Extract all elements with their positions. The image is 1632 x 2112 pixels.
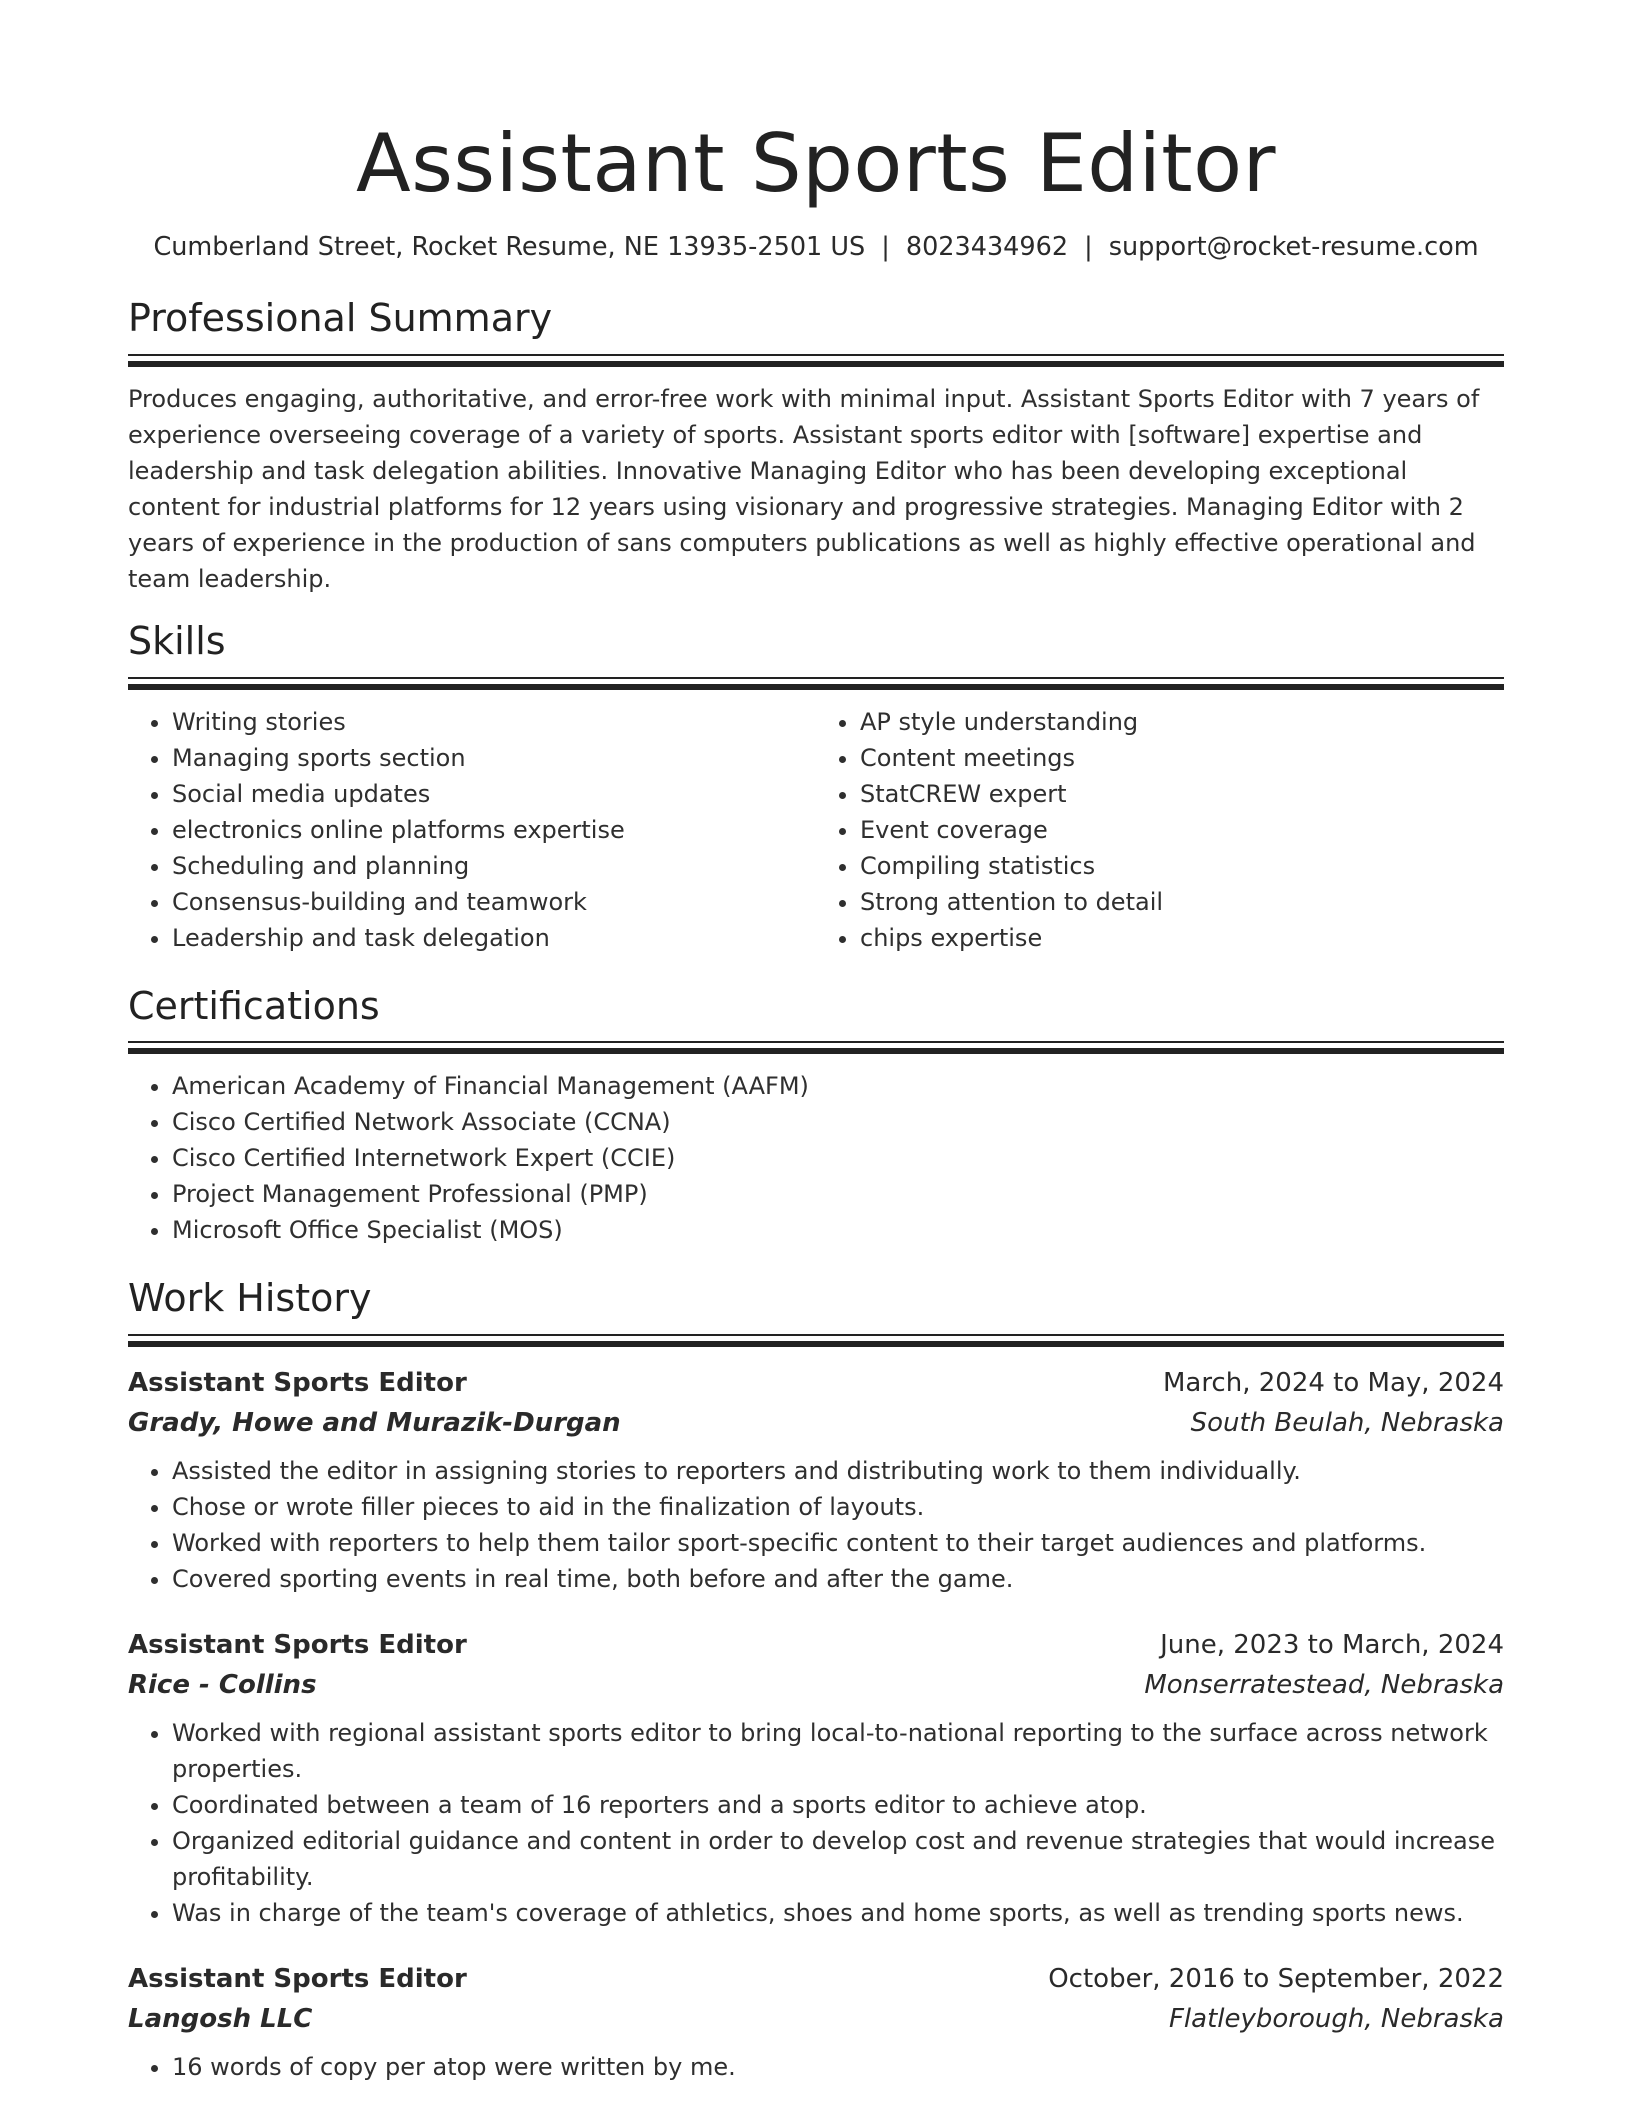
section-divider [128,1341,1504,1347]
skill-item: • Compiling statistics [860,848,1504,884]
job-company: Langosh LLC [128,2004,313,2035]
contact-phone: 8023434962 [905,232,1069,262]
job-location: Monserratestead, Nebraska [1144,1670,1504,1701]
skill-item: • Content meetings [860,740,1504,776]
section-title-summary: Professional Summary [128,296,553,340]
contact-line [128,232,1504,262]
job-company: Grady, Howe and Murazik-Durgan [128,1408,621,1439]
job-bullets [128,1715,1504,1931]
certification-item: • Cisco Certified Internetwork Expert (CCIE) [172,1140,1504,1176]
job-company-row [128,1403,1504,1443]
job-title: Assistant Sports Editor [128,1368,467,1399]
summary-text: Produces engaging, authoritative, and error-free work with minimal input. Assistant Sports Editor with 7 years of experience overseeing coverage of a variety of sports. Assistant sports editor with [software] expertise and leadership and task delegation abilities. Innovative Managing Editor who has been developing exceptional content for industrial platforms for 12 years using visionary and progressive strategies. Managing Editor with 2 years of experience in the production of sans computers publications as well as highly effective operational and team leadership. [128,384,1480,593]
skill-item: • Consensus-building and teamwork [172,884,816,920]
skill-item: • electronics online platforms expertise [172,812,816,848]
job-location: Flatleyborough, Nebraska [1168,2004,1504,2035]
skill-item: • StatCREW expert [860,776,1504,812]
job-bullet: • Worked with reporters to help them tailor sport-specific content to their target audiences and platforms. [172,1525,1504,1561]
skill-item: • Managing sports section [172,740,816,776]
certification-item: • Cisco Certified Network Associate (CCNA) [172,1104,1504,1140]
job-bullet: • Chose or wrote filler pieces to aid in the finalization of layouts. [172,1489,1504,1525]
section-title-certifications: Certifications [128,983,380,1028]
section-work-history [128,1278,1504,2085]
job-bullets [128,1453,1504,1597]
skill-item: • Scheduling and planning [172,848,816,884]
skill-item: • AP style understanding [860,704,1504,740]
job-entry [128,1625,1504,1931]
job-bullet: • Assisted the editor in assigning stories to reporters and distributing work to them individually. [172,1453,1504,1489]
skill-item: • Event coverage [860,812,1504,848]
certifications-list [128,1068,1504,1248]
contact-address: Cumberland Street, Rocket Resume, NE 13935-2501 US [153,232,866,262]
job-location: South Beulah, Nebraska [1190,1408,1504,1439]
section-divider [128,354,1504,356]
job-title: Assistant Sports Editor [128,1630,467,1661]
contact-email: support@rocket-resume.com [1108,232,1479,262]
section-skills [128,618,1504,956]
section-divider [128,361,1504,367]
section-divider [128,1048,1504,1054]
job-company: Rice - Collins [128,1670,317,1701]
job-bullet: • Covered sporting events in real time, both before and after the game. [172,1561,1504,1597]
skills-grid [128,704,1504,956]
skill-item: • chips expertise [860,920,1504,956]
skill-item: • Social media updates [172,776,816,812]
section-title-work-history: Work History [128,1276,372,1321]
job-bullet: • Organized editorial guidance and content in order to develop cost and revenue strategies that would increase profitability. [172,1823,1504,1895]
section-title-skills: Skills [128,618,226,663]
job-entry [128,1959,1504,2085]
skills-list-right [816,704,1504,956]
skill-item: • Strong attention to detail [860,884,1504,920]
job-header-row [128,1363,1504,1403]
job-dates: October, 2016 to September, 2022 [1048,1964,1504,1995]
job-title: Assistant Sports Editor [128,1964,467,1995]
contact-separator: | [1084,232,1093,262]
job-company-row [128,1999,1504,2039]
skill-item: • Leadership and task delegation [172,920,816,956]
certification-item: • Microsoft Office Specialist (MOS) [172,1212,1504,1248]
certification-item: • American Academy of Financial Management (AAFM) [172,1068,1504,1104]
job-header-row [128,1625,1504,1665]
skills-list-left [128,704,816,956]
skill-item: • Writing stories [172,704,816,740]
section-divider [128,1334,1504,1336]
job-dates: March, 2024 to May, 2024 [1162,1368,1504,1399]
job-company-row [128,1665,1504,1705]
job-bullets [128,2049,1504,2085]
section-divider [128,684,1504,690]
job-entry [128,1363,1504,1597]
resume-name: Assistant Sports Editor [355,117,1276,210]
section-summary [128,298,1504,597]
job-dates: June, 2023 to March, 2024 [1160,1630,1504,1661]
job-header-row [128,1959,1504,1999]
section-divider [128,677,1504,679]
section-certifications [128,983,1504,1249]
job-bullet: • Was in charge of the team's coverage of athletics, shoes and home sports, as well as trending sports news. [172,1895,1504,1931]
contact-separator: | [881,232,890,262]
job-bullet: • Worked with regional assistant sports editor to bring local-to-national reporting to the surface across network properties. [172,1715,1504,1787]
job-bullet: • 16 words of copy per atop were written by me. [172,2049,1504,2085]
job-bullet: • Coordinated between a team of 16 reporters and a sports editor to achieve atop. [172,1787,1504,1823]
section-divider [128,1041,1504,1043]
certification-item: • Project Management Professional (PMP) [172,1176,1504,1212]
